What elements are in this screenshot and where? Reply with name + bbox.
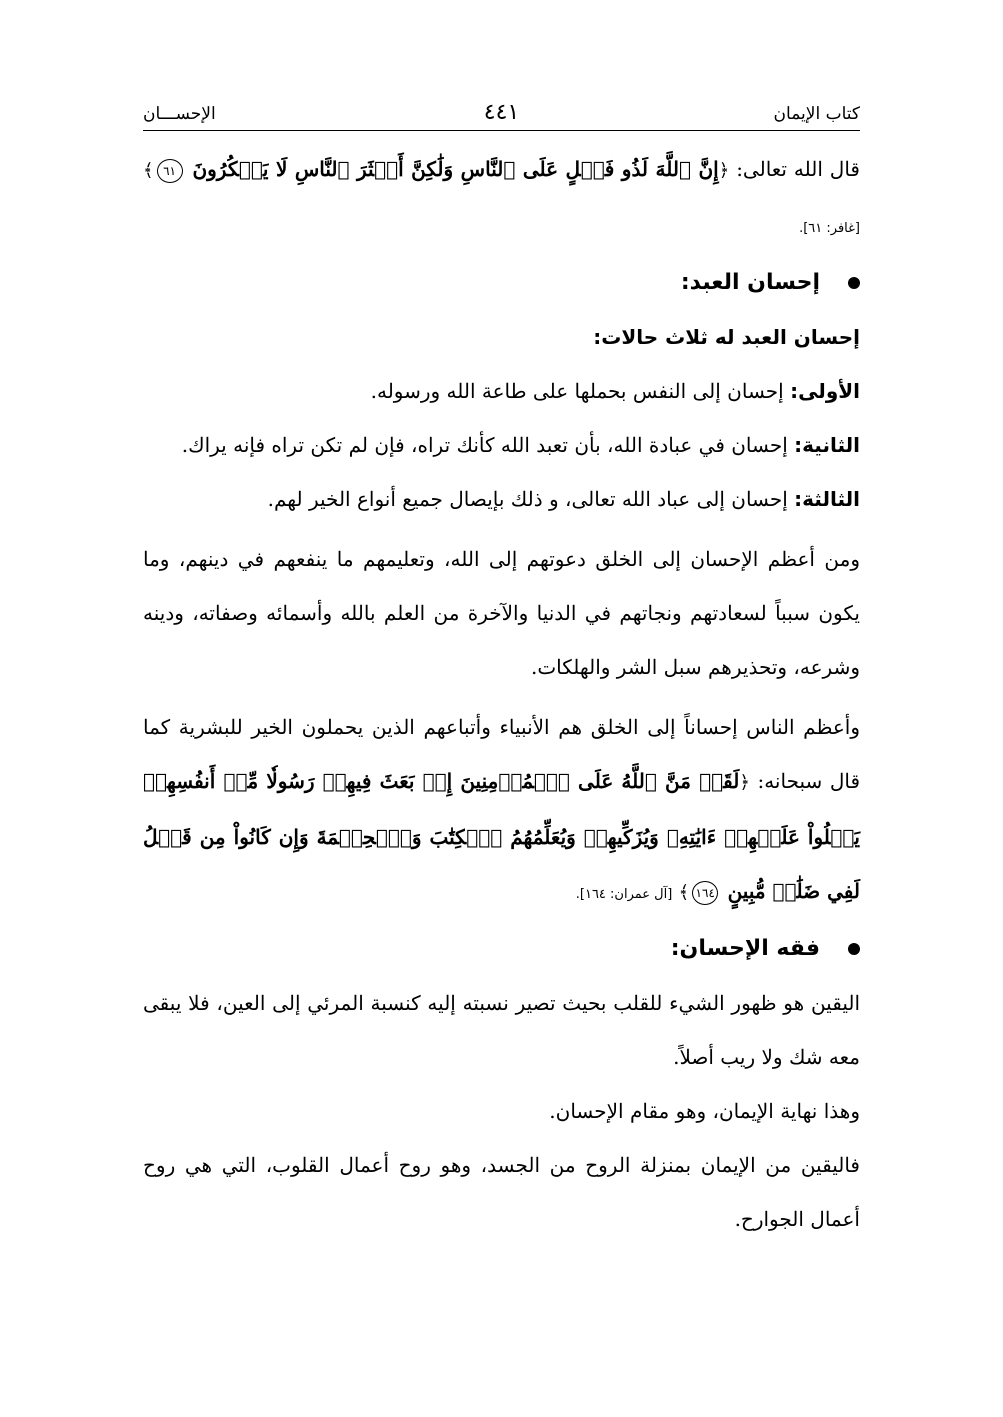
body-paragraph-with-verse: [143, 700, 860, 922]
section-heading-fiqh-al-ihsan: [143, 922, 860, 976]
chapter-title: الإحســـان: [143, 104, 216, 124]
bullet-icon: [848, 277, 860, 289]
intro-paragraph: [143, 142, 860, 256]
item-term: الثالثة:: [794, 487, 860, 511]
verse-close-bracket: ﴾: [143, 160, 154, 181]
verse-citation: [غافر: ٦١].: [799, 221, 860, 236]
list-item: [143, 418, 860, 472]
body-paragraph: اليقين هو ظهور الشيء للقلب بحيث تصير نسبته إليه كنسبة المرئي إلى العين، فلا يبقى معه شك ولا ريب أصلاً.: [143, 991, 860, 1069]
item-term: الثانية:: [794, 433, 860, 457]
verse-open-bracket: ﴿: [718, 160, 730, 181]
header-rule: [143, 130, 860, 131]
intro-lead: قال الله تعالى:: [736, 157, 860, 181]
quran-verse: لَقَدۡ مَنَّ ٱللَّهُ عَلَى ٱلۡمُؤۡمِنِينَ إِذۡ بَعَثَ فِيهِمۡ رَسُولٗا مِّنۡ أَنفُسِهِمۡ يَتۡلُواْ عَلَيۡهِمۡ ءَايَٰتِهِۦ وَيُزَكِّيهِمۡ وَيُعَلِّمُهُمُ ٱلۡكِتَٰبَ وَٱلۡحِكۡمَةَ وَإِن كَانُواْ مِن قَبۡلُ لَفِي ضَلَٰلٖ مُّبِينٍ: [143, 769, 860, 903]
item-term: الأولى:: [790, 379, 860, 403]
verse-close-bracket: ﴾: [678, 882, 690, 903]
ayah-number-marker: ٦١: [157, 159, 183, 183]
section-heading-text: إحسان العبد:: [680, 270, 820, 295]
item-text: إحسان إلى عباد الله تعالى، و ذلك بإيصال جميع أنواع الخير لهم.: [267, 487, 795, 511]
book-title: كتاب الإيمان: [773, 104, 860, 124]
body-paragraph: ومن أعظم الإحسان إلى الخلق دعوتهم إلى الله، وتعليمهم ما ينفعهم في دينهم، وما يكون سبباً لسعادتهم ونجاتهم في الدنيا والآخرة من العلم بالله وأسمائه وصفاته، ودينه وشرعه، وتحذيرهم سبل الشر والهلكات.: [143, 547, 860, 679]
page-body: [143, 142, 860, 1246]
section-heading-text: فقه الإحسان:: [670, 936, 820, 961]
subheading: إحسان العبد له ثلاث حالات:: [593, 325, 860, 349]
body-paragraph: وهذا نهاية الإيمان، وهو مقام الإحسان.: [549, 1099, 860, 1123]
verse-open-bracket: ﴿: [739, 772, 750, 793]
list-item: [143, 364, 860, 418]
section-heading-ihsan-al-abd: [143, 256, 860, 310]
ayah-number-marker: ١٦٤: [692, 881, 718, 905]
page-number: ٤٤١: [483, 100, 520, 125]
quran-verse: إِنَّ ٱللَّهَ لَذُو فَضۡلٍ عَلَى ٱلنَّاسِ وَلَٰكِنَّ أَكۡثَرَ ٱلنَّاسِ لَا يَشۡكُرُونَ: [192, 157, 719, 181]
item-text: إحسان في عبادة الله، بأن تعبد الله كأنك تراه، فإن لم تكن تراه فإنه يراك.: [181, 433, 795, 457]
running-header: [143, 100, 860, 130]
body-paragraph: فاليقين من الإيمان بمنزلة الروح من الجسد، وهو روح أعمال القلوب، التي هي روح أعمال الجوارح.: [143, 1153, 860, 1231]
bullet-icon: [848, 943, 860, 955]
paragraph-lead: وأعظم الناس إحساناً إلى الخلق هم الأنبياء وأتباعهم الذين يحملون الخير للبشرية كما قال سبحانه:: [143, 715, 861, 793]
verse-citation: [آل عمران: ١٦٤].: [575, 887, 673, 902]
item-text: إحسان إلى النفس بحملها على طاعة الله ورسوله.: [370, 379, 791, 403]
list-item: [143, 472, 860, 526]
